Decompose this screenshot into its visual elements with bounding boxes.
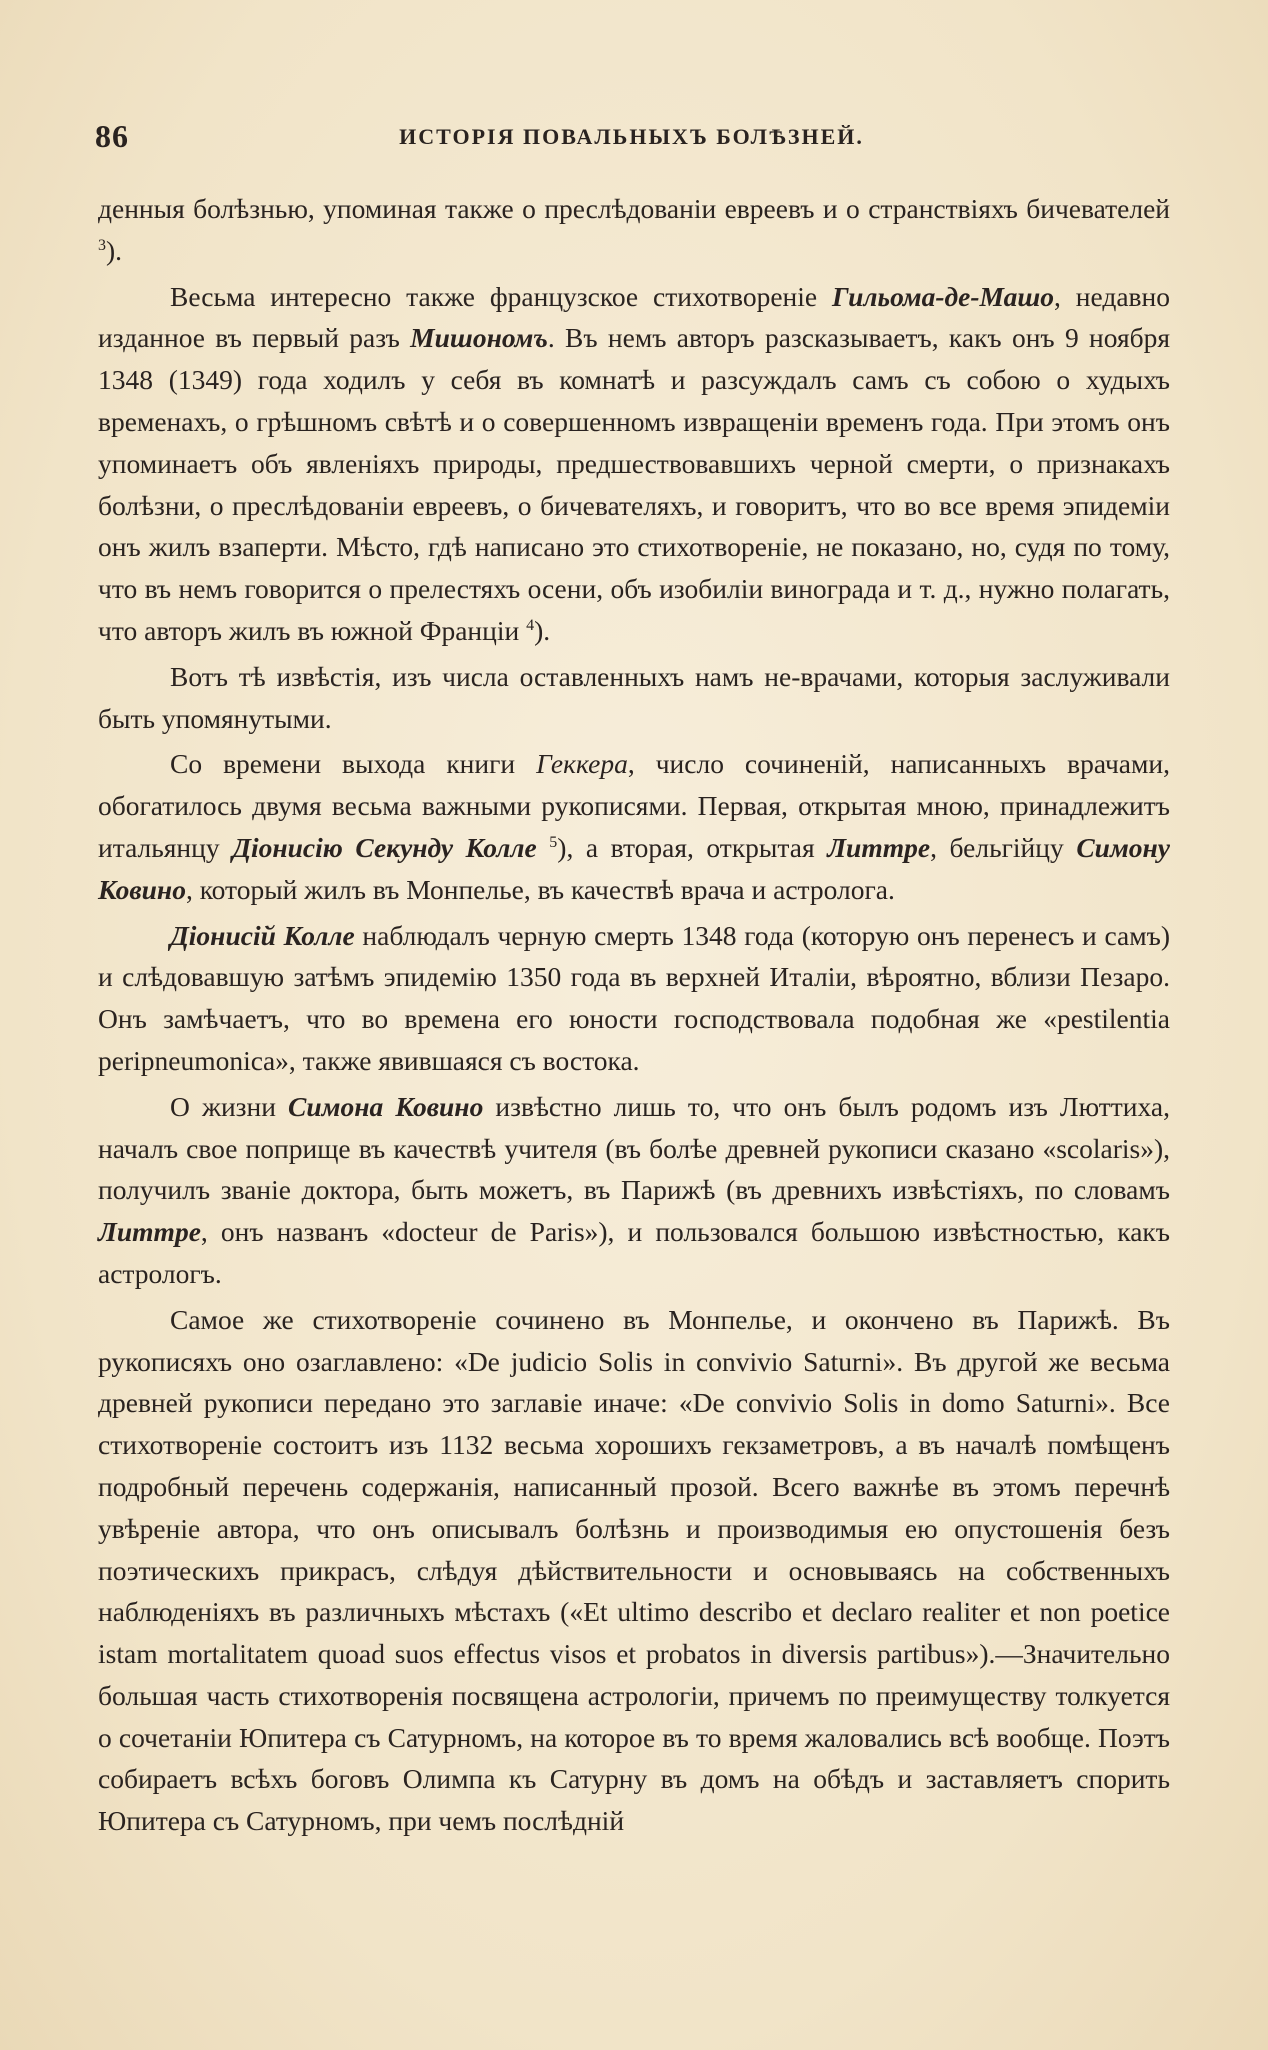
text-run: ), а вторая, открытая: [557, 831, 828, 863]
text-run: , бельгійцу: [930, 831, 1077, 863]
text-run: Со времени выхода книги: [170, 748, 537, 780]
paragraph: [98, 188, 1170, 272]
emphasized-name: Мишономъ: [410, 322, 548, 354]
emphasized-name: Симона Ковино: [288, 1090, 484, 1122]
page-number: 86: [95, 118, 129, 154]
running-head: ИСТОРІЯ ПОВАЛЬНЫХЪ БОЛѢЗНЕЙ.: [399, 124, 864, 149]
text-run: наблюдалъ черную смерть 1348 года (которую онъ перенесъ и самъ) и слѣдовавшую затѣмъ эпидемію 1350 года въ верхней Италіи, вѣроятно, вблизи Пезаро. Онъ замѣчаетъ, что во времена его юности господствовала подобная же «pestilentia peripneumonica», также явившаяся съ востока.: [98, 919, 1170, 1076]
text-run: , число сочиненій, написанныхъ врачами, обогатилось двумя весьма важными рукописями. Первая, открытая мною, принадлежитъ итальянцу: [98, 748, 1170, 863]
paragraph: [98, 1086, 1170, 1295]
emphasized-name: Діонисій Колле: [170, 919, 355, 951]
text-run: , онъ названъ «docteur de Paris»), и пользовался большою извѣстностью, какъ астрологъ.: [98, 1216, 1170, 1289]
text-run: денныя болѣзнью, упоминая также о преслѣдованіи евреевъ и о странствіяхъ бичевателей: [98, 193, 1170, 224]
text-run: ).: [534, 614, 551, 646]
paragraph: [98, 915, 1170, 1082]
page-header: [95, 118, 1168, 158]
text-run: О жизни: [170, 1090, 289, 1122]
emphasized-name: Геккера: [536, 748, 628, 780]
footnote-marker: 5: [549, 833, 558, 851]
footnote-marker: 4: [526, 616, 535, 634]
text-run: ).: [106, 234, 123, 266]
emphasized-name: Діонисію Секунду Колле: [232, 831, 537, 863]
text-run: Самое же стихотвореніе сочинено въ Монпелье, и окончено въ Парижѣ. Въ рукописяхъ оно озаглавлено: «De judicio Solis in convivio Saturni». Въ другой же весьма древней рукописи передано это заглавіе иначе: «De convivio Solis in domo Saturni». Все стихотвореніе состоитъ изъ 1132 весьма хорошихъ гекзаметровъ, а въ началѣ помѣщенъ подробный перечень содержанія, написанный прозой. Всего важнѣе въ этомъ перечнѣ увѣреніе автора, что онъ описывалъ болѣзнь и производимыя ею опустошенія безъ поэтическихъ прикрасъ, слѣдуя дѣйствительности и основываясь на собственныхъ наблюденіяхъ въ различныхъ мѣстахъ («Et ultimo describo et declaro realiter et non poetice istam mortalitatem quoad suos effectus visos et probatos in diversis partibus»).—Значительно большая часть стихотворенія посвящена астрологіи, причемъ по преимуществу толкуется о сочетаніи Юпитера съ Сатурномъ, на которое въ то время жаловались всѣ вообще. Поэтъ собираетъ всѣхъ боговъ Олимпа къ Сатурну въ домъ на обѣдъ и заставляетъ спорить Юпитера съ Сатурномъ, при чемъ послѣдній: [98, 1303, 1170, 1837]
body-text: [98, 188, 1170, 1842]
emphasized-name: Литтре: [98, 1216, 201, 1248]
text-run: , недавно изданное въ первый разъ: [98, 280, 1170, 354]
paragraph: [98, 656, 1170, 740]
paragraph: [98, 276, 1170, 652]
emphasized-name: Симону Ковино: [98, 831, 1171, 905]
text-run: Вотъ тѣ извѣстія, изъ числа оставленныхъ намъ не-врачами, которыя заслуживали быть упомянутыми.: [98, 660, 1170, 734]
paragraph: [98, 1299, 1170, 1842]
emphasized-name: Литтре: [827, 831, 931, 863]
paragraph: [98, 743, 1170, 910]
text-run: . Въ немъ авторъ разсказываетъ, какъ онъ 9 ноября 1348 (1349) года ходилъ у себя въ комнатѣ и разсуждалъ самъ съ собою о худыхъ временахъ, о грѣшномъ свѣтѣ и о совершенномъ извращеніи временъ года. При этомъ онъ упоминаетъ объ явленіяхъ природы, предшествовавшихъ черной смерти, о признакахъ болѣзни, о преслѣдованіи евреевъ, о бичевателяхъ, и говоритъ, что во все время эпидеміи онъ жилъ взаперти. Мѣсто, гдѣ написано это стихотвореніе, не показано, но, судя по тому, что въ немъ говорится о прелестяхъ осени, объ изобиліи винограда и т. д., нужно полагать, что авторъ жилъ въ южной Франціи: [98, 322, 1170, 646]
text-run: Весьма интересно также французское стихотвореніе: [170, 280, 833, 312]
text-run: [537, 832, 550, 863]
footnote-marker: 3: [98, 236, 106, 254]
text-run: , который жилъ въ Монпелье, въ качествѣ врача и астролога.: [185, 873, 895, 905]
text-run: извѣстно лишь то, что онъ былъ родомъ изъ Люттиха, началъ свое поприще въ качествѣ учителя (въ болѣе древней рукописи сказано «scolaris»), получилъ званіе доктора, быть можетъ, въ Парижѣ (въ древнихъ извѣстіяхъ, по словамъ: [98, 1090, 1170, 1206]
emphasized-name: Гильома-де-Машо: [832, 280, 1055, 312]
